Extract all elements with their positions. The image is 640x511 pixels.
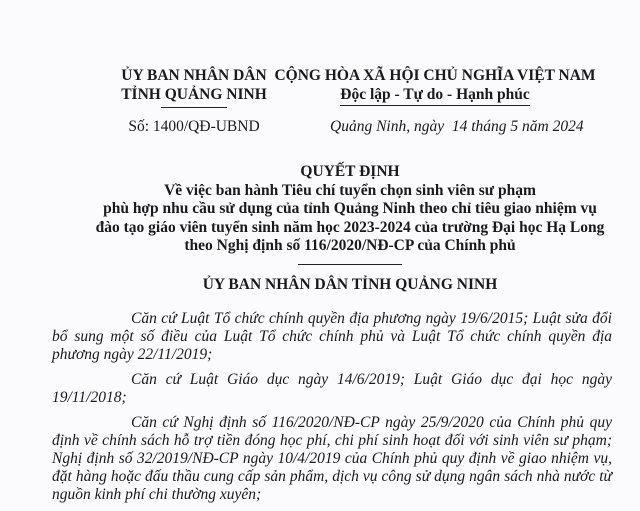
legal-basis-paragraph: Căn cứ Luật Giáo dục ngày 14/6/2019; Luật Giáo dục đại học ngày 19/11/2018; [52, 371, 612, 406]
legal-basis-paragraph: Căn cứ Nghị định số 116/2020/NĐ-CP ngày 25/9/2020 của Chính phủ quy định về chính sách hỗ trợ tiền đóng học phí, chi phí sinh hoạt đối với sinh viên sư phạm; Nghị định số 32/2019/NĐ-CP ngày 10/4/2019 của Chính phủ quy định về giao nhiệm vụ, đặt hàng hoặc đấu thầu cung cấp sản phẩm, dịch vụ công sử dụng ngân sách nhà nước từ nguồn kinh phí chi thường xuyên; [52, 414, 612, 503]
national-heading [270, 66, 600, 106]
title-line: theo Nghị định số 116/2020/NĐ-CP của Chính phủ [184, 237, 516, 255]
document-body [52, 310, 612, 511]
decision-heading: QUYẾT ĐỊNH [300, 163, 400, 180]
issuing-authority: ỦY BAN NHÂN DÂN TỈNH QUẢNG NINH [202, 276, 498, 293]
legal-basis-paragraph: Căn cứ Luật Tổ chức chính quyền địa phương ngày 19/6/2015; Luật sửa đổi bổ sung một số điều của Luật Tổ chức chính phủ và Luật Tổ chức chính quyền địa phương ngày 22/11/2019; [52, 310, 612, 363]
national-motto: Độc lập - Tự do - Hạnh phúc [340, 85, 529, 106]
issuing-agency [104, 66, 284, 108]
agency-line-1: ỦY BAN NHÂN DÂN [121, 67, 267, 84]
title-line: đào tạo giáo viên tuyển sinh năm học 2023-2024 của trường Đại học Hạ Long [95, 218, 605, 236]
title-line: Về việc ban hành Tiêu chí tuyển chọn sinh viên sư phạm [164, 181, 536, 199]
title-line: phù hợp nhu cầu sử dụng của tỉnh Quảng Ninh theo chỉ tiêu giao nhiệm vụ [103, 200, 597, 218]
place-date: Quảng Ninh, ngày 14 tháng 5 năm 2024 [330, 118, 584, 135]
document-number: Số: 1400/QĐ-UBND [128, 118, 260, 135]
agency-underline [161, 107, 227, 108]
agency-line-2: TỈNH QUẢNG NINH [121, 86, 267, 103]
nation-name: CỘNG HÒA XÃ HỘI CHỦ NGHĨA VIỆT NAM [274, 67, 596, 84]
title-underline [298, 264, 402, 265]
decision-title [92, 163, 608, 265]
